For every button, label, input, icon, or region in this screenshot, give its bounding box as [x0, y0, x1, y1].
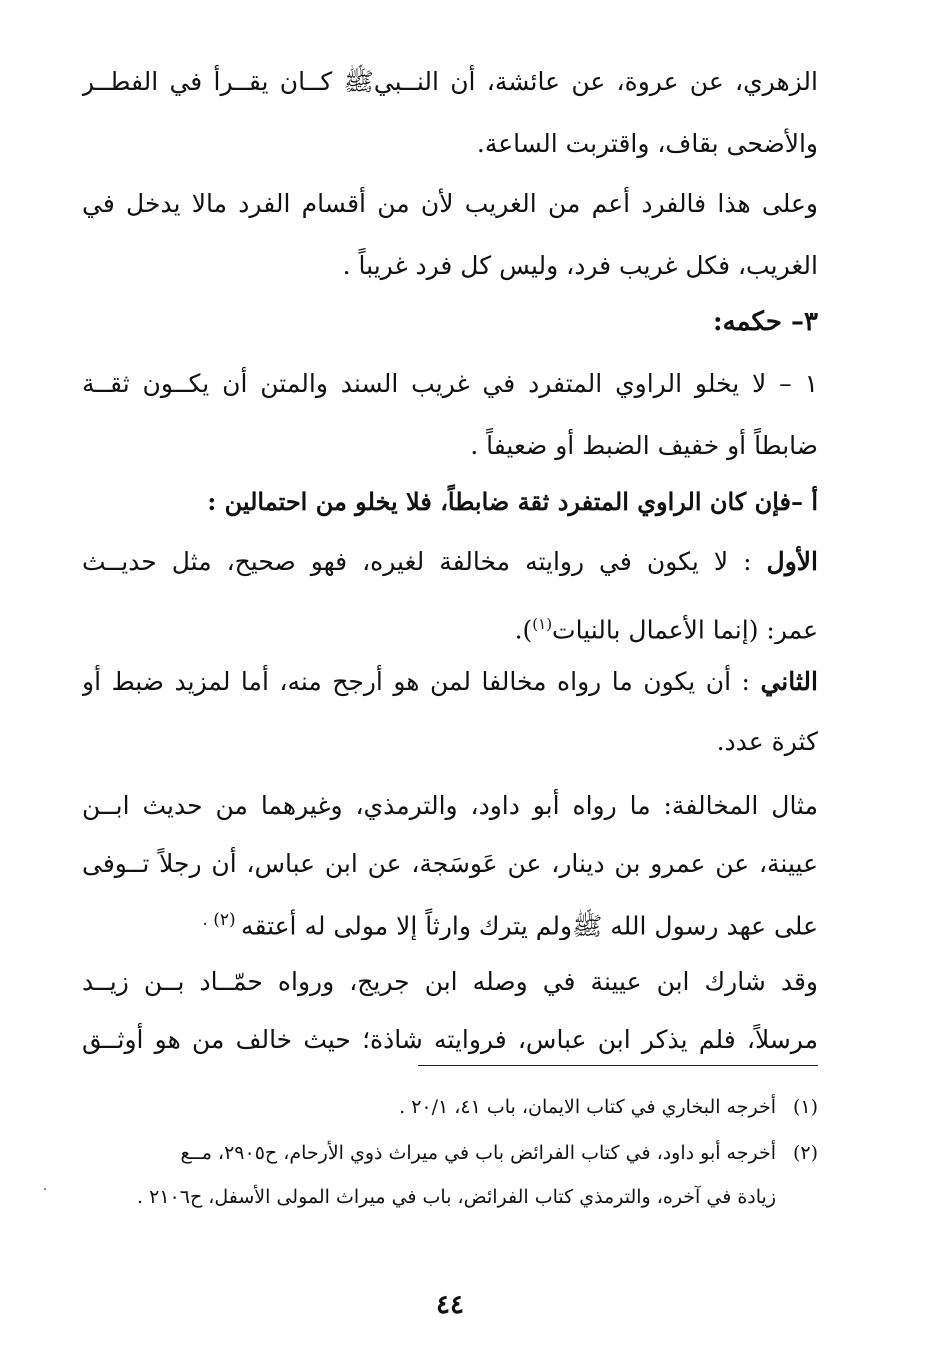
footnote-number: (٢)	[792, 1142, 818, 1164]
text-line: ضابطاً أو خفيف الضبط أو ضعيفاً .	[470, 431, 818, 460]
footnote-separator	[418, 1065, 818, 1066]
text-line: وعلى هذا فالفرد أعم من الغريب لأن من أقسام الفرد مالا يدخل في	[82, 189, 818, 218]
text-line: وقد شارك ابن عيينة في وصله ابن جريج، ورواه حمّــاد بــن زيــد	[82, 967, 818, 996]
text-line: ١ – لا يخلو الراوي المتفرد في غريب السند والمتن أن يكــون ثقــة	[82, 369, 818, 398]
text-line: الزهري، عن عروة، عن عائشة، أن النــبيﷺ كــان يقــرأ في الفطــر	[82, 67, 818, 96]
text-line	[82, 900, 818, 940]
footnote-ref: (١)	[532, 615, 553, 633]
text-line	[82, 604, 818, 644]
text-line: والأضحى بقاف، واقتربت الساعة.	[476, 129, 818, 158]
footnote-number: (١)	[792, 1096, 818, 1118]
term-label-second: الثاني	[760, 667, 818, 696]
text-line: مثال المخالفة: ما رواه أبو داود، والترمذي، وغيرهما من حديث ابــن	[82, 791, 818, 820]
text-line: الغريب، فكل غريب فرد، وليس كل فرد غريباً .	[342, 251, 818, 280]
text-span: على عهد رسول الله ﷺولم يترك وارثاً إلا مولى له أعتقه	[241, 911, 818, 940]
text-span: عمر: (إنما الأعمال بالنيات	[552, 615, 818, 644]
footnote-1	[82, 1092, 818, 1122]
text-span: ).	[514, 615, 533, 644]
scan-speck	[44, 1188, 46, 1190]
text-span: : لا يكون في روايته مخالفة لغيره، فهو صحيح، مثل حديــث	[82, 547, 767, 576]
text-line	[82, 662, 818, 702]
text-line	[82, 542, 818, 582]
text-line: عيينة، عن عمرو بن دينار، عن عَوسَجة، عن ابن عباس، أن رجلاً تــوفى	[82, 849, 818, 878]
text-span: : أن يكون ما رواه مخالفا لمن هو أرجح منه، أما لمزيد ضبط أو	[82, 667, 761, 696]
footnote-text: أخرجه أبو داود، في كتاب الفرائض باب في ميراث ذوي الأرحام، ح٢٩٠٥، مــع	[180, 1142, 776, 1164]
footnote-2	[82, 1138, 818, 1168]
document-page	[82, 52, 818, 1342]
page-number: ٤٤	[436, 1290, 464, 1320]
term-label-first: الأول	[766, 547, 818, 576]
footnote-text: أخرجه البخاري في كتاب الايمان، باب ٤١، ٢٠/١ .	[399, 1096, 776, 1118]
footnote-2-continued: زيادة في آخره، والترمذي كتاب الفرائض، باب في ميراث المولى الأسفل، ح٢١٠٦ .	[137, 1186, 776, 1208]
text-line: كثرة عدد.	[716, 727, 818, 756]
footnote-ref: (٢) .	[202, 910, 242, 930]
section-heading: ٣– حكمه:	[712, 307, 818, 337]
subsection-heading: أ –فإن كان الراوي المتفرد ثقة ضابطاً، فلا يخلو من احتمالين :	[207, 487, 818, 516]
text-line: مرسلاً، فلم يذكر ابن عباس، فروايته شاذة؛ حيث خالف من هو أوثــق	[82, 1025, 818, 1054]
